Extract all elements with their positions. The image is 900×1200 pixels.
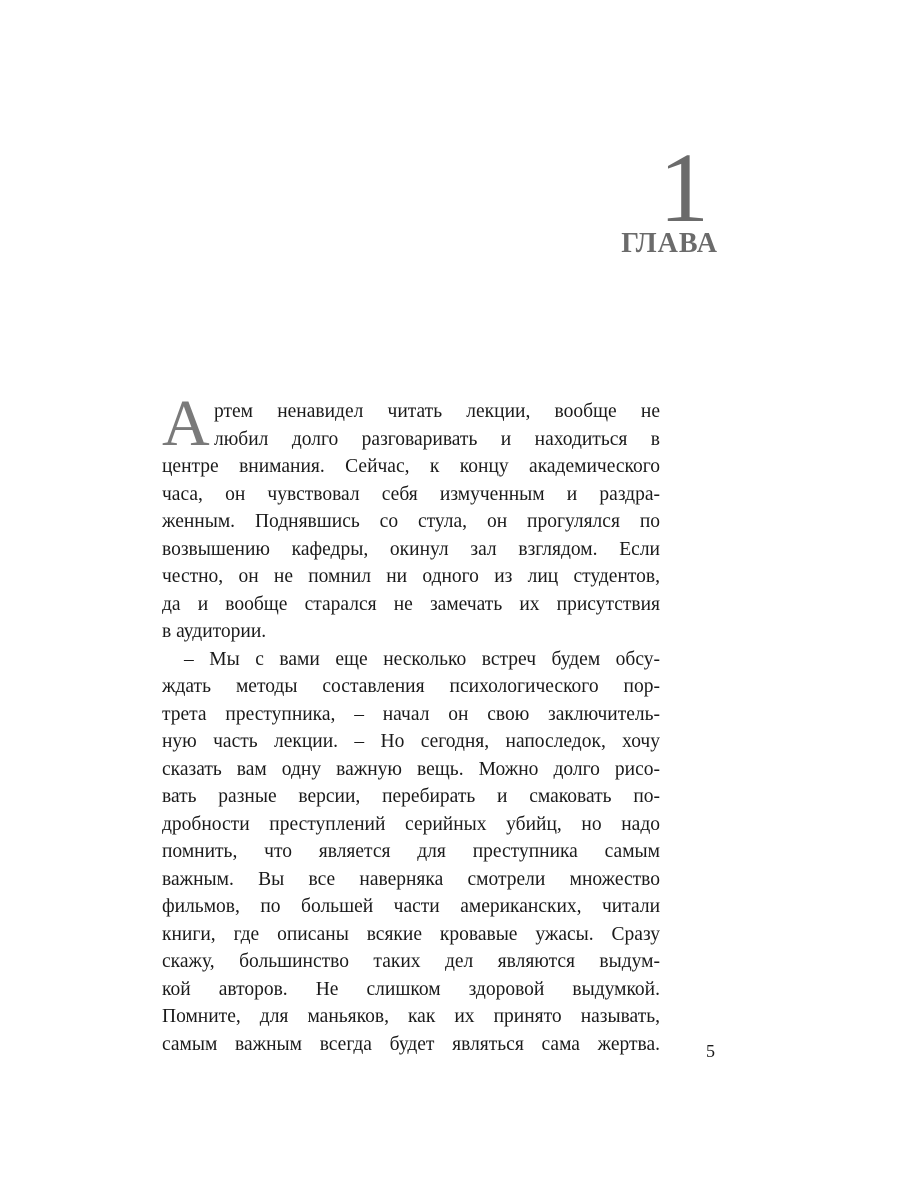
text-line: книги, где описаны всякие кровавые ужасы. Сразу [162, 923, 660, 945]
chapter-label: ГЛАВА [621, 228, 718, 259]
text-line: – Мы с вами еще несколько встреч будем обсу- [184, 648, 660, 670]
page-number: 5 [706, 1041, 715, 1061]
text-line: самым важным всегда будет являться сама жертва. [162, 1033, 660, 1055]
text-line: да и вообще старался не замечать их присутствия [162, 593, 660, 615]
text-line: любил долго разговаривать и находиться в [214, 428, 660, 450]
text-line: ртем ненавидел читать лекции, вообще не [214, 401, 660, 422]
text-line: честно, он не помнил ни одного из лиц студентов, [162, 566, 660, 587]
text-line: вать разные версии, перебирать и смаковать по- [162, 786, 660, 807]
text-line: кой авторов. Не слишком здоровой выдумкой. [162, 978, 660, 1000]
paragraph-1 [162, 387, 660, 646]
text-line: скажу, большинство таких дел являются выдум- [162, 951, 660, 972]
text-line: трета преступника, – начал он свою заключитель- [162, 703, 660, 725]
text-line: дробности преступлений серийных убийц, но надо [162, 813, 660, 835]
drop-cap: А [162, 387, 210, 460]
text-line: в аудитории. [162, 621, 267, 642]
text-line: важным. Вы все наверняка смотрели множество [162, 868, 660, 890]
text-line: фильмов, по большей части американских, читали [162, 896, 660, 917]
text-line: женным. Поднявшись со стула, он прогулялся по [162, 511, 660, 532]
body-text [162, 387, 660, 1058]
text-line: центре внимания. Сейчас, к концу академического [162, 456, 660, 477]
text-line: возвышению кафедры, окинул зал взглядом. Если [162, 538, 660, 560]
text-line: ную часть лекции. – Но сегодня, напоследок, хочу [162, 731, 660, 752]
text-line: ждать методы составления психологического пор- [162, 676, 660, 697]
text-line: сказать вам одну важную вещь. Можно долго рисо- [162, 758, 660, 780]
text-line: Помните, для маньяков, как их принято называть, [162, 1006, 660, 1027]
paragraph-2 [162, 646, 660, 1059]
text-line: часа, он чувствовал себя измученным и раздра- [162, 483, 660, 505]
text-line: помнить, что является для преступника самым [162, 841, 660, 862]
chapter-number: 1 [659, 132, 707, 243]
